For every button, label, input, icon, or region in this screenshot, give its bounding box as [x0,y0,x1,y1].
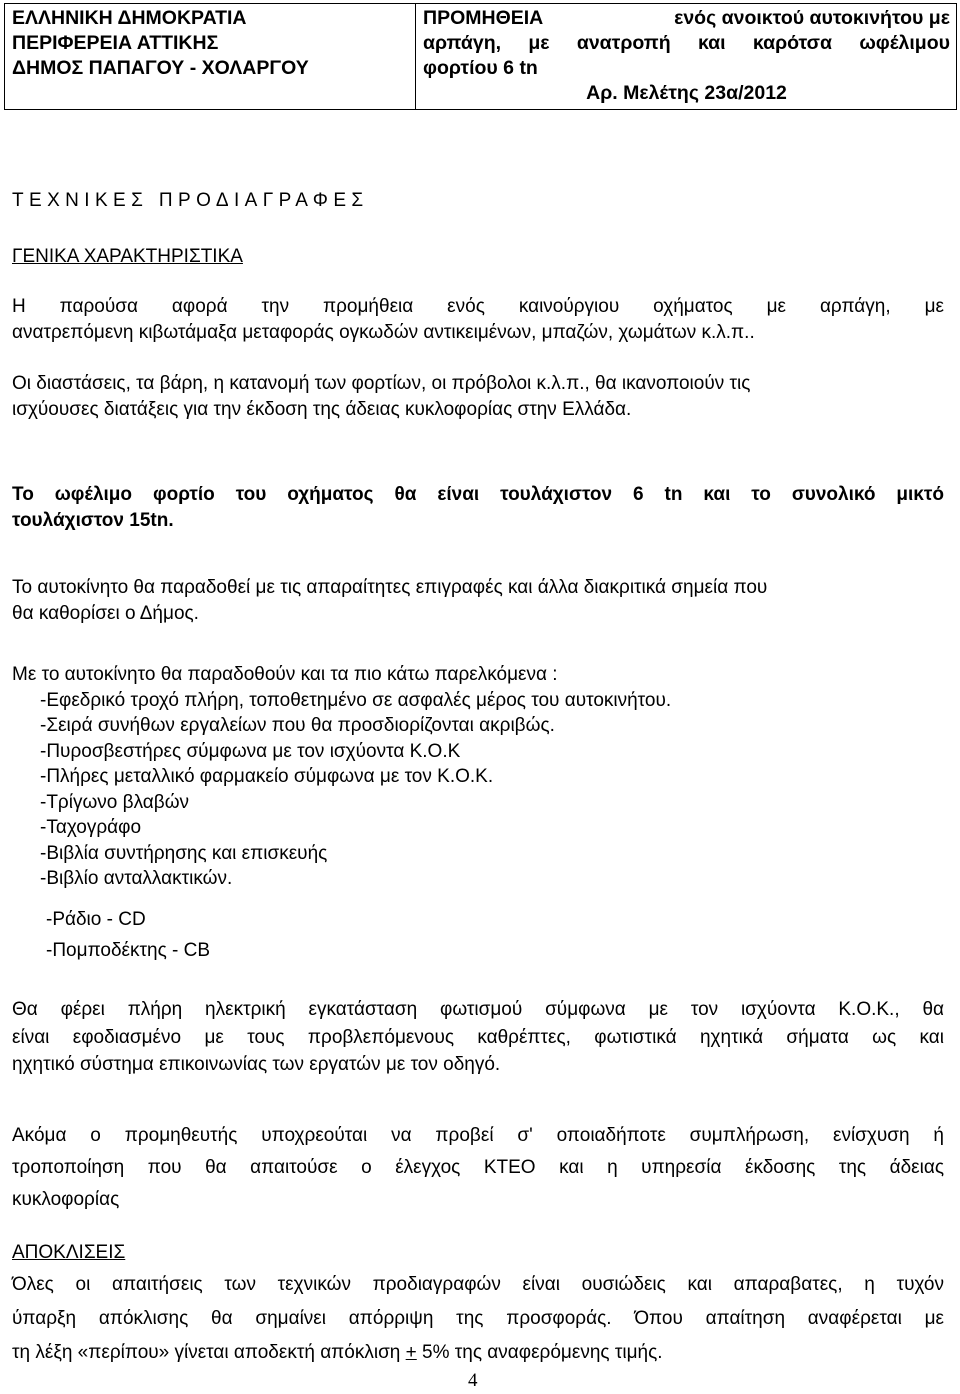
paragraph-deviations [12,1268,944,1370]
paragraph-line: Οι διαστάσεις, τα βάρη, η κατανομή των φορτίων, οι πρόβολοι κ.λ.π., θα ικανοποιούν τις [12,373,751,394]
header-procurement-word: ΠΡΟΜΗΘΕΙΑ [423,7,544,29]
accessories-block [12,662,944,892]
list-item: -Εφεδρικό τροχό πλήρη, τοποθετημένο σε ασφαλές μέρος του αυτοκινήτου. [40,689,672,711]
paragraph-line: θα καθορίσει ο Δήμος. [12,602,199,624]
paragraph-line: ανατρεπόμενη κιβωτάμαξα μεταφοράς ογκωδών αντικειμένων, μπαζών, χωμάτων κ.λ.π.. [12,321,755,343]
section-general-heading: ΓΕΝΙΚΑ ΧΑΡΑΚΤΗΡΙΣΤΙΚΑ [12,246,243,267]
header-municipality: ΔΗΜΟΣ ΠΑΠΑΓΟΥ - ΧΟΛΑΡΓΟΥ [12,57,309,79]
paragraph-line: ηχητικό σύστημα επικοινωνίας των εργατών με τον οδηγό. [12,1054,501,1075]
paragraph-line: Το αυτοκίνητο θα παραδοθεί με τις απαραίτητες επιγραφές και άλλα διακριτικά σημεία που [12,577,768,598]
header-country: ΕΛΛΗΝΙΚΗ ΔΗΜΟΚΡΑΤΙΑ [12,7,247,29]
list-item: -Ταχογράφο [40,817,142,838]
paragraph-lighting [12,996,944,1079]
header-subject-line3: φορτίου 6 tn [423,57,538,79]
paragraph-line: Όλες οι απαιτήσεις των τεχνικών προδιαγραφών είναι ουσιώδεις και απαραβατες, η τυχόν [12,1274,944,1295]
paragraph-line [12,1336,944,1370]
paragraph-line: τροποποίηση που θα απαιτούσε ο έλεγχος ΚΤΕΟ και η υπηρεσία έκδοσης της άδειας [12,1157,944,1178]
deviation-text-before: τη λέξη «περίπου» γίνεται αποδεκτή απόκλιση [12,1342,406,1363]
paragraph-line: Το ωφέλιμο φορτίο του οχήματος θα είναι τουλάχιστον 6 tn και το συνολικό μικτό [12,484,944,505]
paragraph-line: κυκλοφορίας [12,1189,120,1210]
plus-minus-sign: + [405,1342,417,1363]
paragraph-line: Η παρούσα αφορά την προμήθεια ενός καινούργιου οχήματος με αρπάγη, με [12,296,944,317]
study-reference: Αρ. Μελέτης 23α/2012 [586,82,787,104]
list-item: -Πυροσβεστήρες σύμφωνα με τον ισχύοντα Κ.Ο.Κ [40,740,461,762]
list-item: -Πλήρες μεταλλικό φαρμακείο σύμφωνα με τον Κ.Ο.Κ. [40,766,494,787]
list-item: -Βιβλίο ανταλλακτικών. [40,868,233,889]
header-right-cell [416,4,957,110]
deviation-text-after: 5% της αναφερόμενης τιμής. [416,1342,663,1363]
paragraph-line: τουλάχιστον 15tn. [12,509,174,531]
paragraph-line: ισχύουσες διατάξεις για την έκδοση της άδειας κυκλοφορίας στην Ελλάδα. [12,398,632,420]
list-item: -Ράδιο - CD [46,909,146,930]
header-subject-line1 [423,6,950,31]
paragraph-payload [12,482,944,533]
header-table [4,3,957,110]
paragraph-supplier [12,1120,944,1216]
header-left-cell [5,4,416,110]
paragraph-markings [12,575,944,626]
paragraph-purpose [12,294,944,345]
accessories-extra-block [12,904,944,966]
document-title: ΤΕΧΝΙΚΕΣ ΠΡΟΔΙΑΓΡΑΦΕΣ [12,190,369,211]
list-item: -Βιβλία συντήρησης και επισκευής [40,842,328,864]
paragraph-line: Θα φέρει πλήρη ηλεκτρική εγκατάσταση φωτισμού σύμφωνα με τον ισχύοντα Κ.Ο.Κ., θα [12,999,944,1020]
paragraph-line: Ακόμα ο προμηθευτής υποχρεούται να προβεί σ' οποιαδήποτε συμπλήρωση, ενίσχυση ή [12,1125,944,1146]
paragraph-line: ύπαρξη απόκλισης θα σημαίνει απόρριψη της προσφοράς. Όπου απαίτηση αναφέρεται με [12,1308,944,1329]
accessories-intro: Με το αυτοκίνητο θα παραδοθούν και τα πιο κάτω παρελκόμενα : [12,664,558,685]
list-item: -Σειρά συνήθων εργαλείων που θα προσδιορίζονται ακριβώς. [40,715,555,736]
list-item: -Τρίγωνο βλαβών [40,791,190,813]
list-item: -Πομποδέκτης - CB [46,940,211,961]
paragraph-dimensions [12,371,944,422]
header-subject-rest: ενός ανοικτού αυτοκινήτου με [674,7,950,29]
section-deviations-heading: ΑΠΟΚΛΙΣΕΙΣ [12,1242,126,1263]
page-number: 4 [468,1370,478,1391]
header-region: ΠΕΡΙΦΕΡΕΙΑ ΑΤΤΙΚΗΣ [12,32,219,54]
paragraph-line: είναι εφοδιασμένο με τους προβλεπόμενους καθρέπτες, φωτιστικά ηχητικά σήματα ως και [12,1026,944,1048]
header-subject-line2: αρπάγη, με ανατροπή και καρότσα ωφέλιμου [423,32,950,54]
